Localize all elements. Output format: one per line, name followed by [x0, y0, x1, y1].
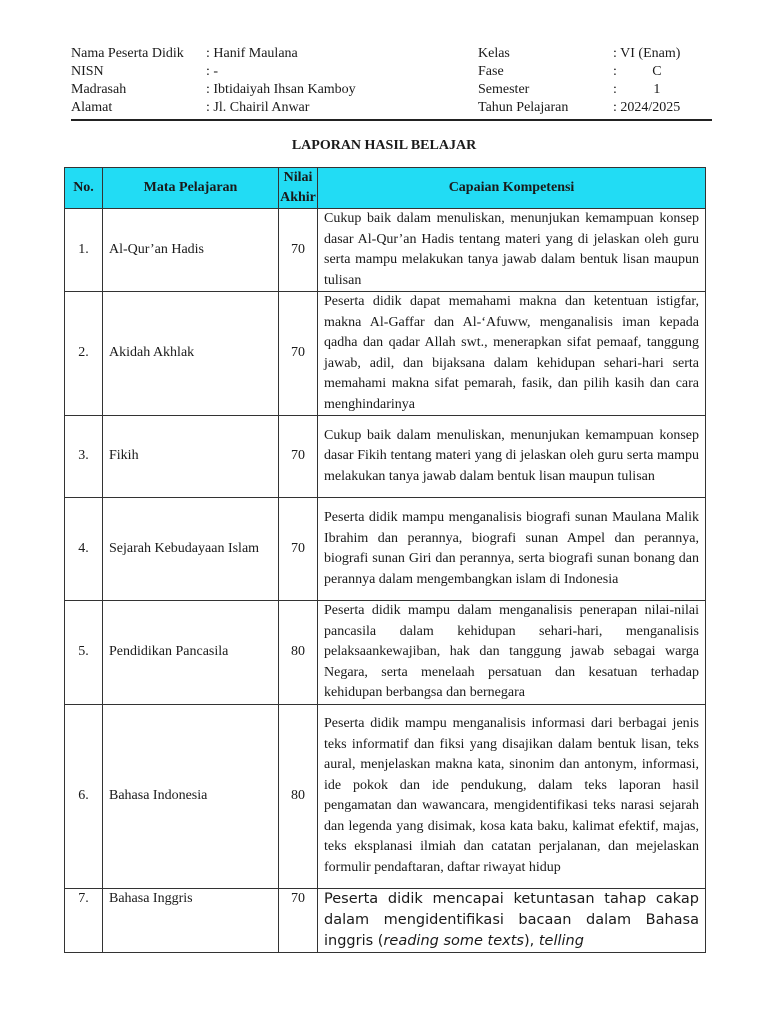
final-score: 70	[279, 888, 318, 952]
description-text-start: Peserta didik mencapai ketuntasan tahap cakap dalam mengidentifikasi bacaan dalam Bahasa inggris (	[324, 890, 699, 949]
phase-colon: :	[613, 64, 617, 79]
row-number: 2.	[65, 292, 103, 416]
header-competency: Capaian Kompetensi	[318, 168, 706, 209]
table-row	[65, 209, 706, 292]
final-score: 70	[279, 416, 318, 498]
final-score: 70	[279, 498, 318, 601]
class-value: : VI (Enam)	[613, 46, 681, 61]
header-no: No.	[65, 168, 103, 209]
phase-label: Fase	[478, 64, 504, 79]
header-subject: Mata Pelajaran	[103, 168, 279, 209]
semester-value: 1	[653, 82, 661, 97]
address-label: Alamat	[71, 100, 113, 115]
competency-description: Cukup baik dalam menuliskan, menunjukan kemampuan konsep dasar Al-Qur’an Hadis tentang materi yang di jelaskan oleh guru serta mampu melakukan tanya jawab dalam bentuk lisan maupun tulisan	[318, 209, 706, 292]
subject-name: Bahasa Inggris	[103, 888, 279, 952]
school-label: Madrasah	[71, 82, 127, 97]
nisn-value: : -	[206, 64, 219, 79]
table-row	[65, 704, 706, 888]
header-score-line1: Nilai	[283, 170, 313, 185]
header-score	[279, 168, 318, 209]
phase-value: C	[652, 64, 662, 79]
address-value: : Jl. Chairil Anwar	[206, 100, 310, 115]
description-text-mid: ),	[523, 932, 539, 949]
row-number: 3.	[65, 416, 103, 498]
competency-description: Peserta didik mampu dalam menganalisis penerapan nilai-nilai pancasila dalam kehidupan sehari-hari, menganalisis pelaksaankewajiban, hak dan tanggung jawab sebagai warga Negara, serta menelaah persatuan dan kesatuan terhadap kehidupan berbangsa dan bernegara	[318, 601, 706, 705]
subject-name: Pendidikan Pancasila	[103, 601, 279, 705]
final-score: 70	[279, 292, 318, 416]
final-score: 80	[279, 601, 318, 705]
competency-description	[318, 888, 706, 952]
table-row	[65, 888, 706, 952]
name-label: Nama Peserta Didik	[71, 46, 184, 61]
table-row	[65, 601, 706, 705]
header-score-line2: Akhir	[280, 190, 316, 205]
row-number: 4.	[65, 498, 103, 601]
table-row	[65, 416, 706, 498]
final-score: 70	[279, 209, 318, 292]
phase-value-row	[613, 63, 697, 81]
subject-name: Fikih	[103, 416, 279, 498]
table-header-row	[65, 168, 706, 209]
name-value: : Hanif Maulana	[206, 46, 298, 61]
report-title: LAPORAN HASIL BELAJAR	[291, 138, 477, 153]
row-number: 7.	[65, 888, 103, 952]
description-italic-telling: telling	[538, 932, 584, 949]
competency-description: Peserta didik dapat memahami makna dan ketentuan istigfar, makna Al-Gaffar dan Al-‘Afuww, menganalisis iman kepada qadha dan qadar Allah swt., menerapkan sifat pemaaf, tanggung jawab, adil, dan bijaksana dalam kehidupan sehari-hari serta memahami makna sifat pemarah, fasik, dan pilih kasih dan cara menghindarinya	[318, 292, 706, 416]
subject-name: Akidah Akhlak	[103, 292, 279, 416]
description-italic-reading: reading some texts	[383, 932, 524, 949]
row-number: 5.	[65, 601, 103, 705]
nisn-label: NISN	[71, 64, 104, 79]
competency-description: Cukup baik dalam menuliskan, menunjukan kemampuan konsep dasar Fikih tentang materi yang di jelaskan oleh guru serta mampu melakukan tanya jawab dalam bentuk lisan maupun tulisan	[318, 416, 706, 498]
subject-name: Al-Qur’an Hadis	[103, 209, 279, 292]
semester-label: Semester	[478, 82, 530, 97]
row-number: 1.	[65, 209, 103, 292]
semester-value-row	[613, 81, 697, 99]
competency-description: Peserta didik mampu menganalisis biografi sunan Maulana Malik Ibrahim dan perannya, biografi sunan Ampel dan perannya, biografi sunan Giri dan perannya, serta biografi sunan bonang dan perannya dalam mengembangkan islam di Indonesia	[318, 498, 706, 601]
school-value: : Ibtidaiyah Ihsan Kamboy	[206, 82, 356, 97]
grades-table	[64, 167, 706, 953]
table-row	[65, 498, 706, 601]
competency-description: Peserta didik mampu menganalisis informasi dari berbagai jenis teks informatif dan fiksi yang disajikan dalam bentuk lisan, teks aural, menjelaskan makna kata, sinonim dan antonym, informasi, ide pokok dan ide pendukung, dalam teks laporan hasil pengamatan dan wawancara, mengidentifikasi teks narasi sejarah dan legenda yang disimak, kosa kata baku, kalimat efektif, majas, teks eksplanasi ilmiah dan catatan perjalanan, dan mejelaskan formulir pendaftaran, daftar riwayat hidup	[318, 704, 706, 888]
row-number: 6.	[65, 704, 103, 888]
table-row	[65, 292, 706, 416]
subject-name: Sejarah Kebudayaan Islam	[103, 498, 279, 601]
student-info-header	[71, 45, 712, 121]
year-value: : 2024/2025	[613, 100, 681, 115]
final-score: 80	[279, 704, 318, 888]
semester-colon: :	[613, 82, 617, 97]
class-label: Kelas	[478, 46, 510, 61]
subject-name: Bahasa Indonesia	[103, 704, 279, 888]
year-label: Tahun Pelajaran	[478, 100, 569, 115]
